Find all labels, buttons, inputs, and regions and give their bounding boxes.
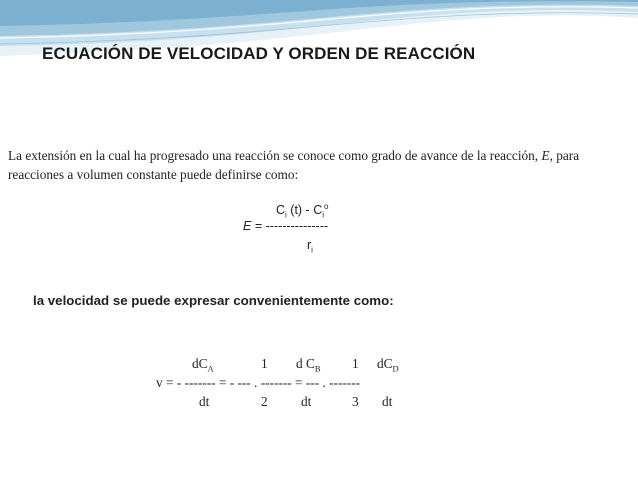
rate-den-dt1: dt <box>199 394 210 409</box>
rate-den-dt2: dt <box>301 394 312 409</box>
extent-lhs: E = <box>243 219 266 233</box>
header-swoosh-decoration <box>0 0 638 80</box>
rate-den-2: 2 <box>261 394 268 409</box>
rate-equation-line: v = - ------- = - --- . ------- = --- . ------- <box>156 375 361 390</box>
velocity-heading: la velocidad se puede expresar convenientemente como: <box>33 293 394 308</box>
intro-text-part1: La extensión en la cual ha progresado una reacción se conoce como grado de avance de la reacción, <box>8 148 542 163</box>
intro-paragraph <box>8 146 628 184</box>
extent-numerator: $C_i$ $(t) - C_i^o$ <box>276 202 329 220</box>
rate-num-1a: 1 <box>261 356 268 371</box>
rate-den-3: 3 <box>352 394 359 409</box>
rate-num-dCD: $dC_D$ <box>377 356 399 374</box>
rate-num-dCB: d $C_B$ <box>296 356 321 374</box>
extent-variable: E <box>541 148 550 163</box>
rate-den-dt3: dt <box>382 394 393 409</box>
rate-num-1b: 1 <box>352 356 359 371</box>
extent-bar: --------------- <box>265 219 329 233</box>
extent-fraction-line <box>243 219 328 233</box>
extent-denominator: $r_i$ <box>307 238 313 255</box>
slide-title: ECUACIÓN DE VELOCIDAD Y ORDEN DE REACCIÓN <box>42 44 476 63</box>
rate-num-dCA: $dC_A$ <box>192 356 214 374</box>
intro-text-part2: , para reacciones a volumen constante puede definirse como: <box>8 148 580 182</box>
